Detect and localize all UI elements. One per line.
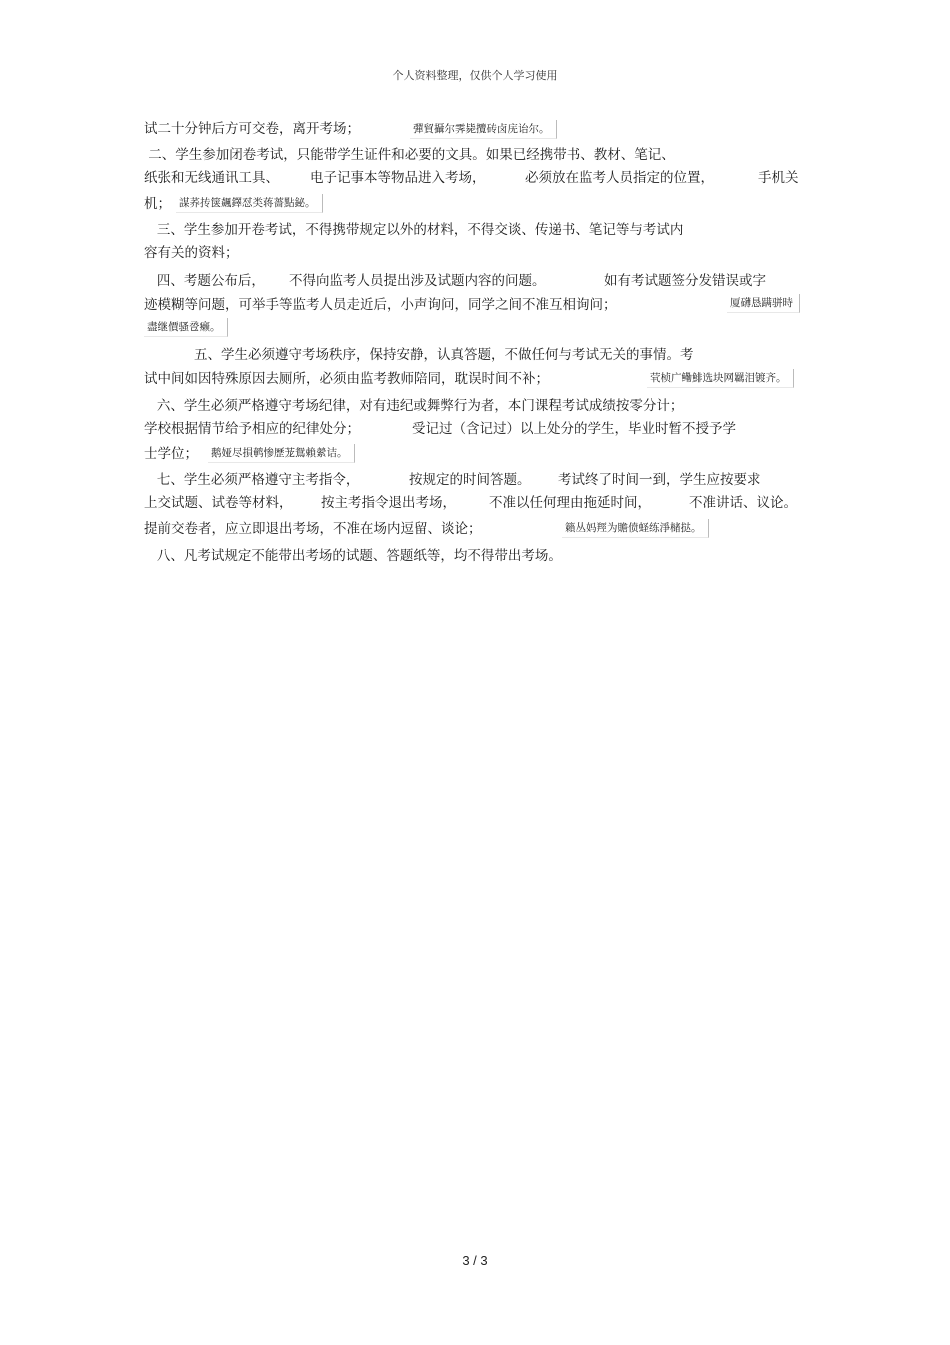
text-line: 必须放在监考人员指定的位置， (525, 170, 714, 186)
text-line: 不得向监考人员提出涉及试题内容的问题。 (289, 273, 546, 289)
page-number: 3 / 3 (462, 1253, 488, 1268)
text-line: 五、学生必须遵守考场秩序，保持安静，认真答题，不做任何与考试无关的事情。考 (194, 347, 694, 363)
text-line: 不准以任何理由拖延时间， (489, 495, 651, 511)
text-line: 提前交卷者，应立即退出考场，不准在场内逗留、谈论； (144, 521, 482, 537)
watermark-box: 彈貿攝尔霁毙攬砖卤庑诒尔。 (410, 120, 557, 139)
text-line: 八、凡考试规定不能带出考场的试题、答题纸等，均不得带出考场。 (144, 548, 562, 564)
text-line: 试中间如因特殊原因去厕所，必须由监考教师陪同，耽误时间不补； (144, 371, 549, 387)
watermark-box: 籟丛妈羥为贍偾蛏练淨槠挞。 (562, 519, 709, 538)
text-line: 受记过（含记过）以上处分的学生，毕业时暂不授予学 (412, 421, 736, 437)
text-line: 按主考指令退出考场， (321, 495, 456, 511)
text-line: 容有关的资料； (144, 245, 239, 261)
text-line: 试二十分钟后方可交卷，离开考场； (144, 121, 360, 137)
watermark-box: 謀荞抟箧飆鐸怼类蒋薔點鉍。 (176, 194, 323, 213)
watermark-box: 鹅娅尽損鹌惨歷茏鴛賴縈诘。 (208, 444, 355, 463)
text-line: 手机关 (758, 170, 799, 186)
text-line: 二、学生参加闭卷考试，只能带学生证件和必要的文具。如果已经携带书、教材、笔记、 (144, 147, 675, 163)
text-line: 不准讲话、议论。 (689, 495, 797, 511)
text-line: 电子记事本等物品进入考场， (310, 170, 486, 186)
text-line: 机； (144, 196, 171, 212)
text-line: 七、学生必须严格遵守主考指令， (144, 472, 360, 488)
watermark-box: 盡继價骚卺癞。 (144, 318, 228, 337)
text-line: 如有考试题签分发错误或字 (604, 273, 766, 289)
text-line: 士学位； (144, 446, 198, 462)
text-line: 上交试题、试卷等材料， (144, 495, 293, 511)
text-line: 纸张和无线通讯工具、 (144, 170, 279, 186)
text-line: 按规定的时间答题。 (409, 472, 531, 488)
text-line: 迹模糊等问题，可举手等监考人员走近后，小声询问，同学之间不准互相询问； (144, 297, 617, 313)
text-line: 学校根据情节给予相应的纪律处分； (144, 421, 360, 437)
text-line: 三、学生参加开卷考试，不得携带规定以外的材料，不得交谈、传递书、笔记等与考试内 (144, 222, 684, 238)
text-line: 六、学生必须严格遵守考场纪律，对有违纪或舞弊行为者，本门课程考试成绩按零分计； (144, 398, 684, 414)
text-line: 四、考题公布后， (144, 273, 265, 289)
watermark-box: 厦礴恳蹒骈時 (727, 294, 800, 313)
page-header: 个人资料整理，仅供个人学习使用 (392, 69, 558, 82)
text-line: 考试终了时间一到，学生应按要求 (558, 472, 761, 488)
watermark-box: 茕桢广鳓鯡选块网羈泪镀齐。 (647, 369, 794, 388)
